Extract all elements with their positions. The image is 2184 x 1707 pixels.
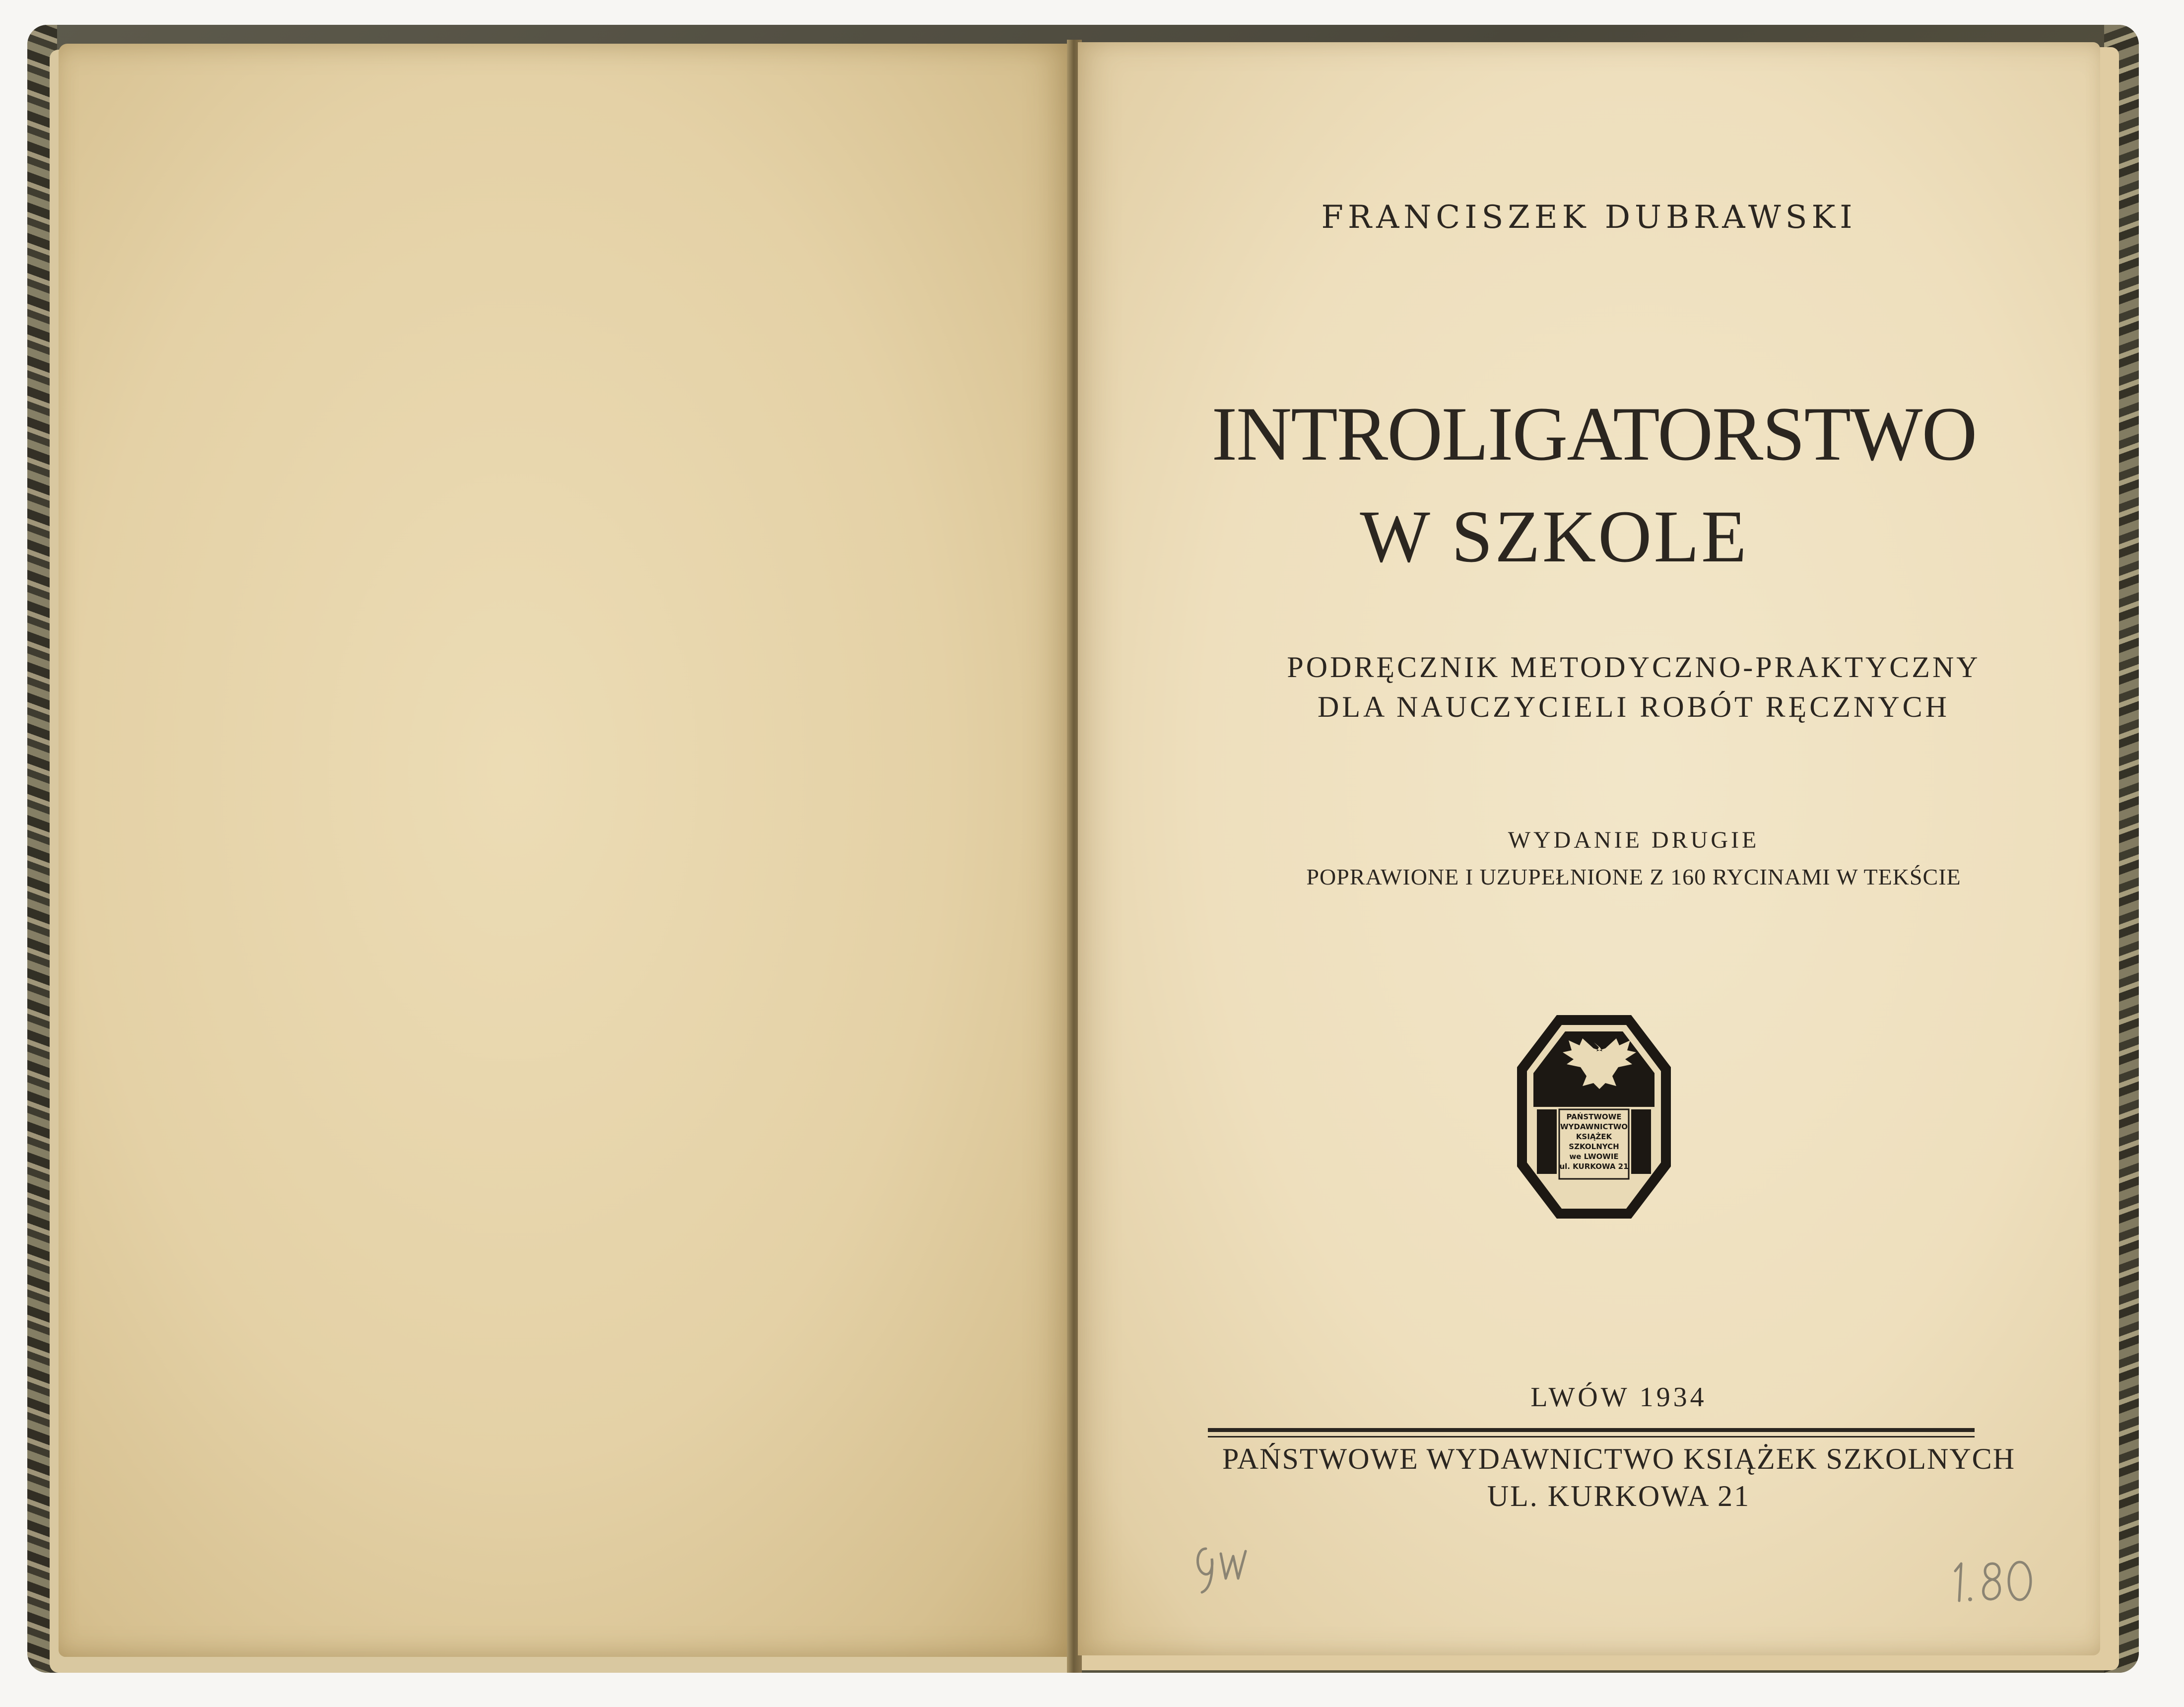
publisher-address: UL. KURKOWA 21 bbox=[1487, 1480, 1751, 1512]
subtitle-line-2: DLA NAUCZYCIELI ROBÓT RĘCZNYCH bbox=[1318, 690, 1950, 723]
emblem-line-6: ul. KURKOWA 21 bbox=[1559, 1162, 1629, 1171]
pencil-mark-left bbox=[1191, 1539, 1256, 1598]
title-page-content bbox=[1078, 42, 2100, 1655]
book-title-line-2: W SZKOLE bbox=[1360, 495, 1749, 578]
emblem-line-2: WYDAWNICTWO bbox=[1560, 1122, 1628, 1131]
publisher-rule-thin bbox=[1208, 1436, 1975, 1437]
eagle-emblem-icon bbox=[1510, 1008, 1678, 1226]
left-page-blank bbox=[59, 44, 1068, 1657]
subtitle-line-1: PODRĘCZNIK METODYCZNO-PRAKTYCZNY bbox=[1287, 651, 1981, 683]
edition-label: WYDANIE DRUGIE bbox=[1508, 827, 1760, 853]
emblem-line-5: we LWOWIE bbox=[1569, 1152, 1619, 1161]
publisher-name: PAŃSTWOWE WYDAWNICTWO KSIĄŻEK SZKOLNYCH bbox=[1222, 1442, 2016, 1475]
publisher-rule-thick bbox=[1208, 1428, 1975, 1432]
publication-city-year: LWÓW 1934 bbox=[1530, 1382, 1707, 1413]
emblem-line-3: KSIĄŻEK bbox=[1576, 1132, 1612, 1141]
edition-detail: POPRAWIONE I UZUPEŁNIONE Z 160 RYCINAMI W TEKŚCIE bbox=[1306, 864, 1961, 889]
author-name: FRANCISZEK DUBRAWSKI bbox=[1321, 199, 1857, 236]
emblem-line-4: SZKOLNYCH bbox=[1569, 1142, 1619, 1151]
book-title-line-1: INTROLIGATORSTWO bbox=[1211, 391, 1977, 477]
pencil-price-mark bbox=[1945, 1554, 2040, 1608]
emblem-line-1: PAŃSTWOWE bbox=[1566, 1112, 1622, 1121]
